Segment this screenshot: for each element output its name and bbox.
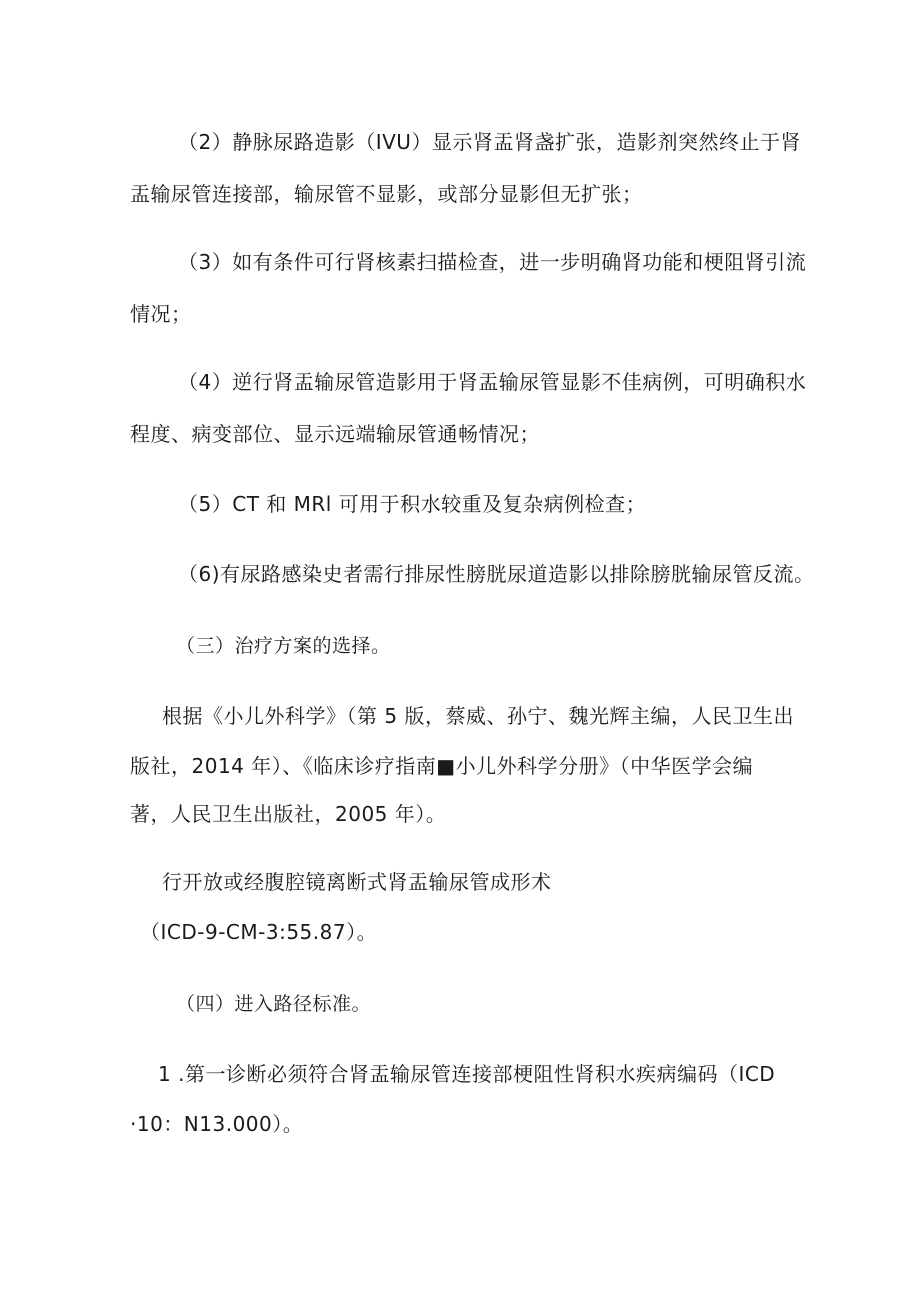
- basis-line-1: 根据《小儿外科学》（第 5 版，蔡威、孙宁、魏光辉主编，人民卫生出: [162, 704, 794, 728]
- section-4-heading: （四）进入路径标准。: [176, 993, 372, 1015]
- paragraph-4-line-1: （4）逆行肾盂输尿管造影用于肾盂输尿管显影不佳病例，可明确积水: [178, 370, 807, 394]
- criteria-1-line-1: 1 .第一诊断必须符合肾盂输尿管连接部梗阻性肾积水疾病编码（ICD: [158, 1062, 776, 1086]
- procedure-line-2: （ICD-9-CM-3:55.87）。: [140, 920, 378, 944]
- paragraph-6: （6)有尿路感染史者需行排尿性膀胱尿道造影以排除膀胱输尿管反流。: [178, 562, 815, 586]
- section-3-heading: （三）治疗方案的选择。: [176, 635, 391, 657]
- procedure-line-1: 行开放或经腹腔镜离断式肾盂输尿管成形术: [162, 870, 552, 894]
- paragraph-3-line-1: （3）如有条件可行肾核素扫描检查，进一步明确肾功能和梗阻肾引流: [178, 250, 807, 274]
- basis-line-3: 著，人民卫生出版社，2005 年）。: [130, 802, 447, 826]
- paragraph-2-line-2: 盂输尿管连接部，输尿管不显影，或部分显影但无扩张；: [130, 182, 643, 206]
- paragraph-3-line-2: 情况；: [130, 302, 192, 326]
- paragraph-5: （5）CT 和 MRl 可用于积水较重及复杂病例检查；: [178, 492, 647, 516]
- basis-line-2: 版社，2014 年）、《临床诊疗指南■小儿外科学分册》（中华医学会编: [130, 754, 754, 778]
- criteria-1-line-2: ·10：N13.000）。: [130, 1112, 304, 1136]
- paragraph-4-line-2: 程度、病变部位、显示远端输尿管通畅情况；: [130, 422, 540, 446]
- paragraph-2-line-1: （2）静脉尿路造影（IVU）显示肾盂肾盏扩张，造影剂突然终止于肾: [178, 130, 801, 154]
